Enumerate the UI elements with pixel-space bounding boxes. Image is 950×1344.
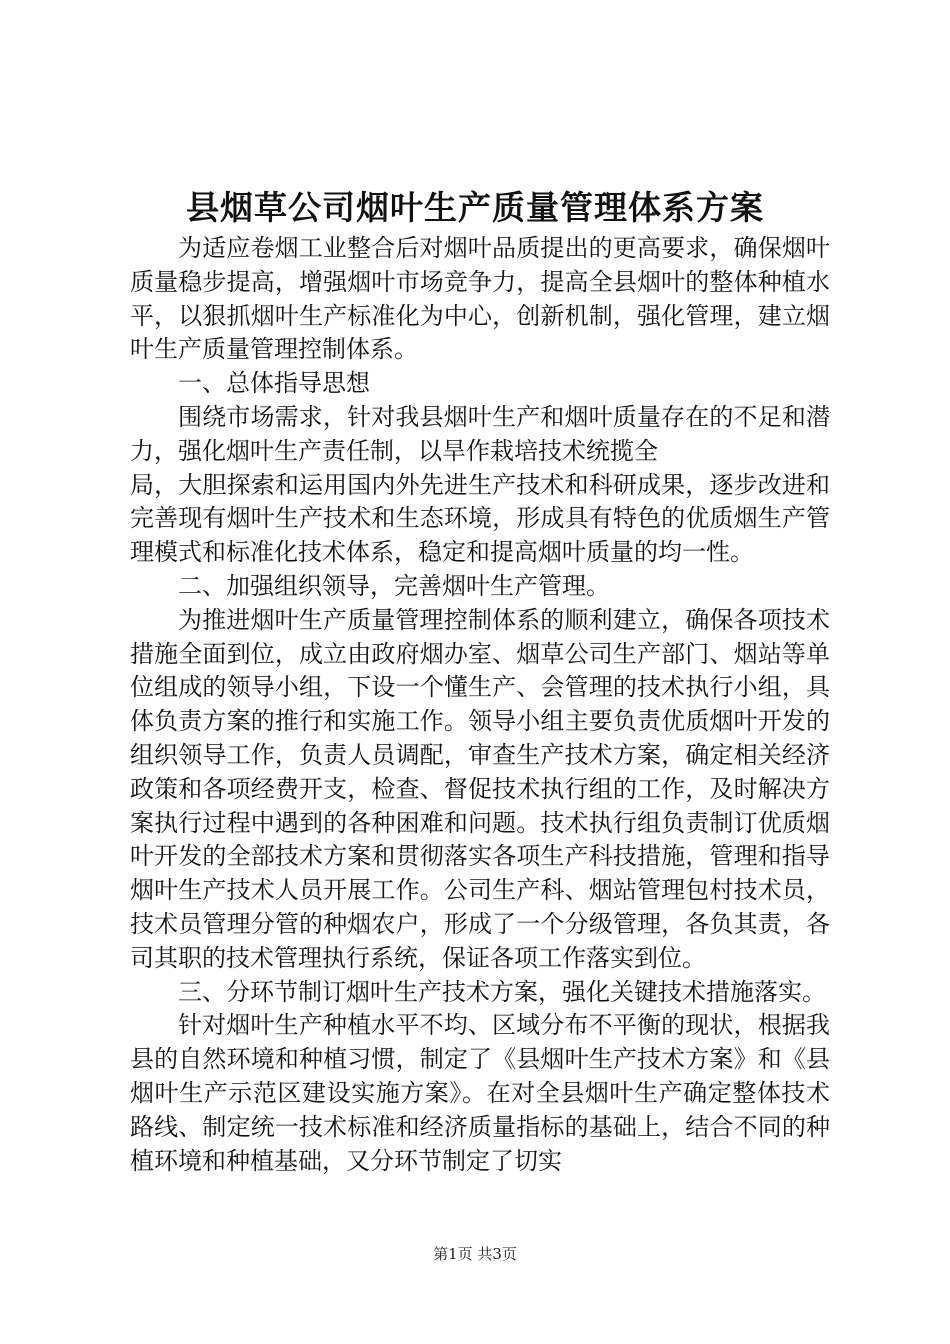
document-title: 县烟草公司烟叶生产质量管理体系方案	[186, 188, 764, 227]
paragraph-intro: 为适应卷烟工业整合后对烟叶品质提出的更高要求，确保烟叶质量稳步提高，增强烟叶市场竞争力，提高全县烟叶的整体种植水平，以狠抓烟叶生产标准化为中心，创新机制，强化管理，建立烟叶生产质量管理控制体系。	[130, 234, 830, 364]
section-heading-3: 三、分环节制订烟叶生产技术方案，强化关键技术措施落实。	[178, 977, 826, 1006]
section-heading-2: 二、加强组织领导，完善烟叶生产管理。	[178, 571, 610, 600]
paragraph-guidance-continued: 局，大胆探索和运用国内外先进生产技术和科研成果，逐步改进和完善现有烟叶生产技术和生态环境，形成具有特色的优质烟生产管理模式和标准化技术体系，稳定和提高烟叶质量的均一性。	[130, 470, 830, 567]
paragraph-guidance: 围绕市场需求，针对我县烟叶生产和烟叶质量存在的不足和潜力，强化烟叶生产责任制，以旱作栽培技术统揽全	[130, 402, 830, 465]
paragraph-organization: 为推进烟叶生产质量管理控制体系的顺利建立，确保各项技术措施全面到位，成立由政府烟办室、烟草公司生产部门、烟站等单位组成的领导小组，下设一个懂生产、会管理的技术执行小组，具体负责方案的推行和实施工作。领导小组主要负责优质烟叶开发的组织领导工作，负责人员调配，审查生产技术方案，确定相关经济政策和各项经费开支，检查、督促技术执行组的工作，及时解决方案执行过程中遇到的各种困难和问题。技术执行组负责制订优质烟叶开发的全部技术方案和贯彻落实各项生产科技措施，管理和指导烟叶生产技术人员开展工作。公司生产科、烟站管理包村技术员，技术员管理分管的种烟农户，形成了一个分级管理，各负其责，各司其职的技术管理执行系统，保证各项工作落实到位。	[130, 605, 830, 972]
page-number-footer: 第1页 共3页	[433, 1245, 517, 1263]
paragraph-technical-plan: 针对烟叶生产种植水平不均、区域分布不平衡的现状，根据我县的自然环境和种植习惯，制定了《县烟叶生产技术方案》和《县烟叶生产示范区建设实施方案》。在对全县烟叶生产确定整体技术路线、制定统一技术标准和经济质量指标的基础上，结合不同的种植环境和种植基础，又分环节制定了切实	[130, 1011, 830, 1175]
document-body	[130, 232, 830, 1178]
section-heading-1: 一、总体指导思想	[178, 369, 370, 398]
